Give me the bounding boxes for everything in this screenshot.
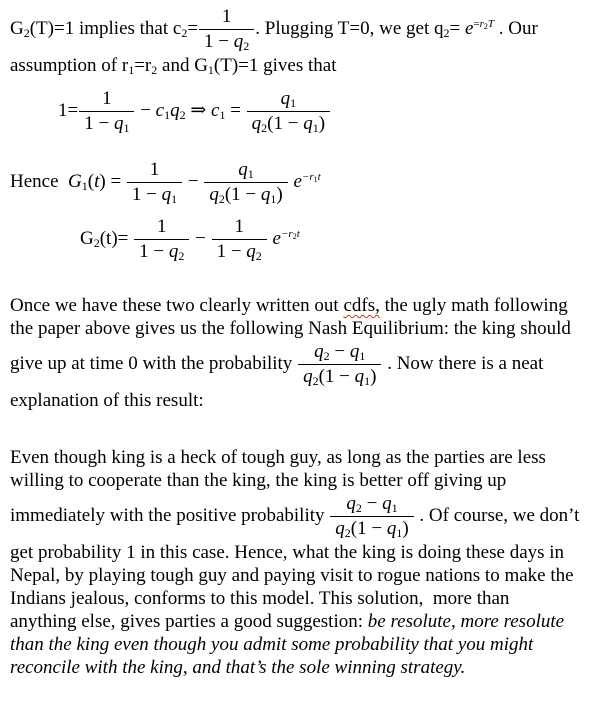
text-line — [10, 633, 610, 656]
text-segment: 1 — [123, 121, 130, 135]
fraction — [247, 87, 330, 136]
text-segment: t — [317, 170, 321, 183]
text-segment: 1 — [234, 216, 244, 237]
text-segment: q — [346, 493, 356, 514]
fraction-numerator — [79, 87, 134, 112]
text-segment: . Our — [494, 17, 538, 39]
text-segment: t — [94, 170, 100, 192]
text-line — [10, 541, 610, 564]
text-segment: − — [361, 493, 383, 514]
text-segment: Indians jealous, conforms to this model. This solution, more than — [10, 588, 510, 609]
text-segment: q — [303, 366, 313, 387]
text-segment: 1 — [221, 6, 232, 27]
text-segment: (T)=1 implies that c — [29, 17, 182, 39]
text-segment: (1 − — [267, 113, 304, 134]
text-segment: (T)=1 gives that — [213, 55, 337, 76]
fraction-denominator — [212, 240, 267, 264]
text-segment: Nepal, by playing tough guy and paying visit to rogue nations to make the — [10, 565, 574, 586]
text-segment: 1 — [219, 107, 226, 122]
text-segment: = — [473, 17, 480, 30]
text-segment: give up at time 0 with the probability — [10, 352, 298, 374]
text-segment: 2 — [261, 121, 268, 135]
equation-g1 — [10, 158, 610, 207]
text-line — [10, 5, 610, 54]
equation-g2 — [10, 215, 610, 264]
text-segment: 1 — [364, 374, 371, 388]
text-segment: e — [293, 170, 302, 192]
text-line — [10, 294, 610, 317]
fraction-denominator — [199, 30, 254, 54]
fraction — [204, 158, 287, 207]
text-segment: 2 — [179, 107, 186, 122]
text-segment: (1 − — [350, 518, 387, 539]
text-segment: q — [251, 113, 262, 134]
text-segment: 1 — [270, 192, 277, 206]
text-segment: q — [170, 99, 180, 121]
text-line — [58, 87, 610, 136]
text-segment: the ugly math following — [379, 295, 568, 316]
text-segment: q — [246, 241, 256, 262]
text-line — [10, 492, 610, 541]
text-segment: assumption of r — [10, 55, 129, 76]
text-segment: ) — [276, 184, 283, 205]
text-segment: 2 — [93, 235, 100, 250]
fraction — [212, 215, 267, 264]
text-segment: 1 — [207, 63, 214, 77]
text-segment: 1 — [164, 107, 171, 122]
text-segment: willing to cooperate than the king, the king is better off giving up — [10, 470, 507, 491]
fraction-numerator — [134, 215, 189, 240]
text-segment: 1 — [102, 88, 112, 109]
text-segment: q — [233, 31, 244, 52]
text-segment: −r — [301, 170, 314, 183]
misspelled-word: cdfs, — [343, 295, 380, 316]
text-segment: Even though king is a heck of tough guy, as long as the parties are less — [10, 447, 546, 468]
text-segment: q — [349, 341, 360, 362]
text-segment: q — [260, 184, 271, 205]
text-segment: q — [280, 88, 291, 109]
text-segment: 1 — [157, 216, 167, 237]
text-line — [10, 54, 610, 77]
text-segment: 1 − — [216, 241, 247, 262]
text-segment: 1 — [391, 501, 398, 515]
text-segment: 2 — [243, 39, 250, 53]
text-segment: ) — [318, 113, 326, 134]
text-segment: =r — [134, 55, 152, 76]
text-segment: G — [80, 227, 94, 249]
text-segment: c — [155, 99, 165, 121]
paragraph-nash — [10, 294, 610, 412]
text-segment: 2 — [255, 249, 262, 263]
text-segment: q — [314, 341, 324, 362]
text-segment: anything else, gives parties a good suggestion: — [10, 611, 368, 632]
fraction-denominator — [298, 365, 381, 389]
text-segment: explanation of this result: — [10, 390, 204, 411]
text-line — [10, 656, 610, 679]
text-segment: q — [168, 241, 179, 262]
text-segment: = — [225, 99, 246, 121]
text-segment: ) — [370, 366, 377, 387]
text-segment: 2 — [355, 501, 362, 515]
text-segment: 1 — [171, 192, 178, 206]
text-segment: q — [354, 366, 365, 387]
text-segment: − — [183, 170, 204, 192]
text-segment: 2 — [23, 25, 30, 40]
text-line — [10, 389, 610, 412]
text-segment: q — [386, 518, 397, 539]
text-segment: 1= — [58, 99, 79, 121]
text-segment: G — [68, 170, 82, 192]
text-segment: t — [296, 227, 300, 240]
text-segment: the paper above gives us the following Nash Equilibrium: the king should — [10, 318, 571, 339]
text-segment: q — [238, 159, 248, 180]
fraction — [79, 87, 134, 136]
equation-c1 — [10, 87, 610, 136]
fraction-denominator — [247, 112, 330, 136]
text-segment: q — [161, 184, 172, 205]
text-segment: 1 — [313, 174, 318, 184]
text-segment: 1 — [290, 96, 297, 110]
text-segment: 1 — [396, 526, 403, 540]
text-line — [10, 446, 610, 469]
text-segment: 2 — [312, 374, 319, 388]
text-segment: ⇒ — [185, 99, 212, 121]
text-segment: . Now there is a neat — [382, 352, 544, 374]
text-segment: immediately with the positive probability — [10, 504, 330, 526]
text-segment: = — [449, 17, 465, 39]
text-segment: reconcile with the king, and that’s the sole winning strategy. — [10, 657, 466, 678]
fraction — [134, 215, 189, 264]
fraction-numerator — [247, 87, 330, 112]
paragraph-conclusion — [10, 446, 610, 679]
text-segment: − — [135, 99, 156, 121]
text-segment: −r — [280, 227, 293, 240]
fraction-numerator — [199, 5, 254, 30]
text-segment: and G — [157, 55, 208, 76]
text-segment: (t)= — [99, 227, 134, 249]
text-segment: q — [303, 113, 313, 134]
text-segment: T — [487, 17, 495, 30]
text-segment: 2 — [151, 63, 158, 77]
fraction-numerator — [127, 158, 182, 183]
text-segment: (1 − — [318, 366, 355, 387]
text-segment: q — [382, 493, 392, 514]
text-segment: r — [479, 17, 484, 30]
text-segment: than the king even though you admit some probability that you might — [10, 634, 534, 655]
text-line — [10, 610, 610, 633]
text-segment: 1 — [149, 159, 160, 180]
text-segment: 2 — [181, 25, 188, 40]
text-segment: ( — [87, 170, 95, 192]
text-segment: 2 — [344, 526, 351, 540]
fraction-numerator — [204, 158, 287, 183]
text-segment: 2 — [178, 249, 185, 263]
text-segment: Hence — [10, 170, 69, 192]
text-segment: 1 − — [139, 241, 169, 262]
fraction — [127, 158, 182, 207]
text-segment: q — [113, 113, 124, 134]
text-segment: 2 — [218, 192, 225, 206]
fraction-numerator — [298, 340, 381, 365]
text-line — [10, 340, 610, 389]
text-segment: e — [272, 227, 281, 249]
text-line — [10, 317, 610, 340]
fraction-denominator — [204, 183, 287, 207]
text-segment: (1 − — [224, 184, 261, 205]
text-segment: 2 — [483, 21, 488, 31]
fraction-denominator — [134, 240, 189, 264]
text-segment: 1 − — [84, 113, 114, 134]
text-segment: be resolute, more resolute — [367, 611, 565, 632]
text-segment: 1 — [128, 63, 135, 77]
text-segment: . Plugging T=0, we get q — [255, 17, 444, 39]
fraction-numerator — [330, 492, 413, 517]
fraction-numerator — [212, 215, 267, 240]
text-segment: − — [329, 341, 350, 362]
fraction-denominator — [330, 517, 413, 541]
text-line — [10, 587, 610, 610]
text-segment: 1 — [247, 167, 254, 181]
text-segment: e — [464, 17, 474, 39]
text-segment: − — [190, 227, 211, 249]
text-segment: 1 − — [131, 184, 162, 205]
text-segment: get probability 1 in this case. Hence, what the king is doing these days in — [10, 542, 565, 563]
text-segment: 2 — [292, 231, 297, 241]
text-segment: ) = — [99, 170, 126, 192]
text-segment: Once we have these two clearly written out — [10, 295, 344, 316]
text-segment: = — [187, 17, 199, 39]
text-segment: G — [10, 17, 24, 39]
text-segment: q — [209, 184, 219, 205]
text-segment: 1 — [312, 121, 319, 135]
fraction — [298, 340, 381, 389]
text-segment: . Of course, we don’t — [414, 504, 580, 526]
text-segment: 1 — [81, 178, 88, 193]
text-segment: q — [335, 518, 345, 539]
text-segment: 1 − — [204, 31, 234, 52]
text-line — [10, 564, 610, 587]
fraction — [330, 492, 413, 541]
text-line — [10, 158, 610, 207]
text-segment: 2 — [323, 349, 330, 363]
text-segment: c — [211, 99, 220, 121]
text-line — [80, 215, 610, 264]
fraction-denominator — [127, 183, 182, 207]
text-segment: ) — [402, 518, 409, 539]
text-segment: 1 — [359, 349, 366, 363]
fraction — [199, 5, 254, 54]
fraction-denominator — [79, 112, 134, 136]
text-line — [10, 469, 610, 492]
paragraph-intro — [10, 5, 610, 77]
text-segment: 2 — [443, 25, 450, 40]
